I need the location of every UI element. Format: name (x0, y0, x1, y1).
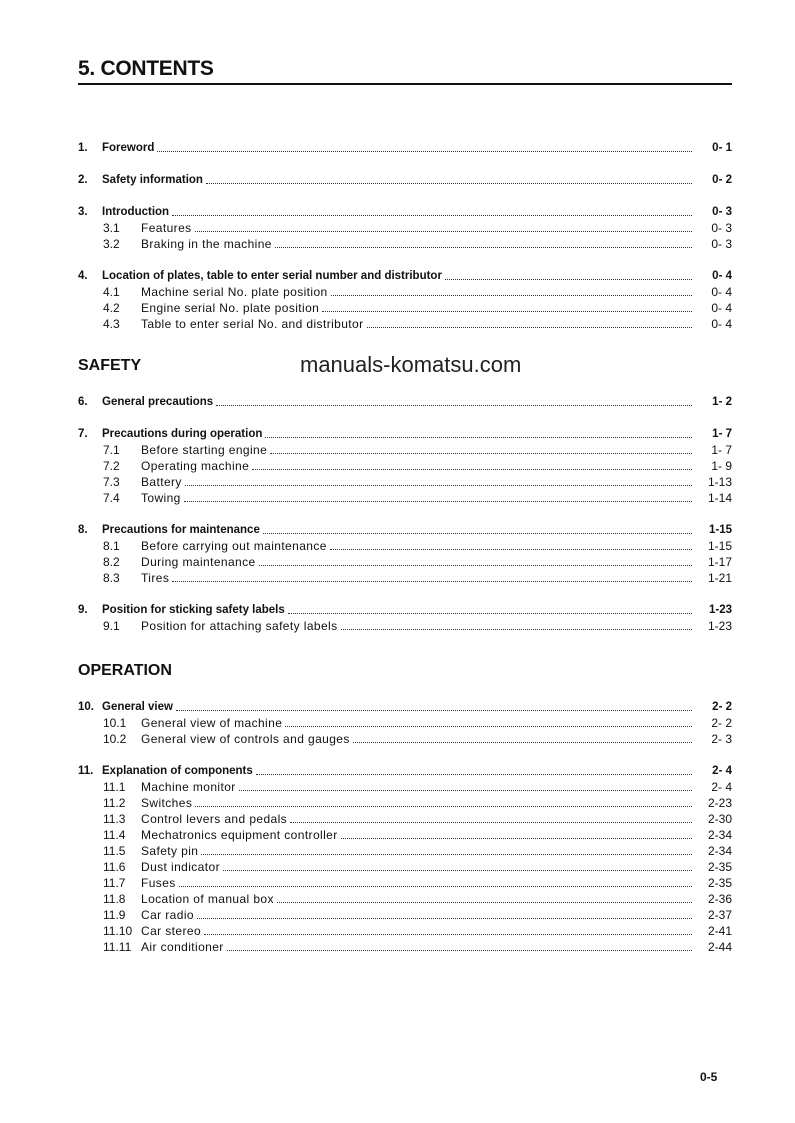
dot-leader (195, 230, 692, 232)
subentry-number: 11.3 (103, 812, 126, 826)
entry-title: Safety information (102, 174, 203, 186)
contents-section-safety (78, 357, 732, 633)
toc-subentry[interactable] (78, 938, 732, 954)
subentry-number: 7.1 (103, 443, 120, 457)
dot-leader (179, 885, 692, 887)
dot-leader (259, 564, 692, 566)
dot-leader (176, 709, 692, 711)
toc-subentry[interactable] (78, 810, 732, 826)
entry-title: General precautions (102, 396, 214, 408)
entry-number: 3. (78, 206, 88, 218)
dot-leader (256, 773, 692, 775)
entry-page: 1-23 (708, 604, 732, 616)
dot-leader (277, 901, 692, 903)
dot-leader (172, 214, 692, 216)
subentry-number: 11.9 (103, 908, 126, 922)
entry-number: 6. (78, 396, 88, 408)
toc-entry[interactable] (78, 171, 732, 187)
toc-subentry[interactable] (78, 906, 732, 922)
toc-subentry[interactable] (78, 457, 732, 473)
entry-number: 7. (78, 428, 88, 440)
toc-subentry[interactable] (78, 714, 732, 730)
subentry-number: 11.2 (103, 796, 126, 810)
entry-number: 2. (78, 174, 88, 186)
toc-entry[interactable] (78, 762, 732, 778)
toc-subentry[interactable] (78, 890, 732, 906)
entry-title: Precautions for maintenance (102, 524, 260, 536)
dot-leader (288, 612, 692, 614)
toc-entry[interactable] (78, 698, 732, 714)
dot-leader (206, 182, 692, 184)
subentry-title: Machine serial No. plate position (141, 285, 328, 299)
entry-page: 1- 2 (712, 396, 732, 408)
subentry-title: Switches (141, 796, 193, 810)
subentry-page: 2-36 (707, 892, 732, 906)
dot-leader (227, 949, 692, 951)
dot-leader (290, 821, 692, 823)
toc-subentry[interactable] (78, 778, 732, 794)
contents-section-intro (78, 139, 732, 331)
subentry-title: Control levers and pedals (141, 812, 288, 826)
dot-leader (285, 725, 692, 727)
dot-leader (197, 917, 692, 919)
subentry-number: 4.2 (103, 301, 120, 315)
dot-leader (275, 246, 692, 248)
subentry-page: 1-15 (707, 539, 732, 553)
entry-page: 2- 2 (712, 701, 732, 713)
subentry-title: Safety pin (141, 844, 199, 858)
dot-leader (263, 532, 692, 534)
entry-page: 0- 4 (712, 270, 732, 282)
subentry-title: Fuses (141, 876, 176, 890)
dot-leader (239, 789, 692, 791)
subentry-page: 2- 2 (711, 716, 732, 730)
subentry-title: Machine monitor (141, 780, 236, 794)
dot-leader (204, 933, 692, 935)
subentry-title: Towing (141, 491, 181, 505)
dot-leader (265, 436, 692, 438)
subentry-title: General view of controls and gauges (141, 732, 350, 746)
entry-number: 10. (78, 701, 94, 713)
toc-entry[interactable] (78, 267, 732, 283)
entry-page: 2- 4 (712, 765, 732, 777)
subentry-page: 0- 4 (711, 285, 732, 299)
toc-entry[interactable] (78, 601, 732, 617)
toc-entry[interactable] (78, 139, 732, 155)
subentry-number: 4.3 (103, 317, 120, 331)
subentry-number: 11.1 (103, 780, 126, 794)
dot-leader (252, 468, 692, 470)
dot-leader (331, 294, 692, 296)
subentry-number: 11.6 (103, 860, 126, 874)
subentry-number: 11.10 (103, 924, 133, 938)
subentry-title: Tires (141, 571, 170, 585)
subentry-page: 1-13 (707, 475, 732, 489)
subentry-page: 1- 9 (711, 459, 732, 473)
entry-page: 1- 7 (712, 428, 732, 440)
dot-leader (184, 500, 692, 502)
subentry-page: 1-14 (707, 491, 732, 505)
subentry-title: Before carrying out maintenance (141, 539, 327, 553)
dot-leader (157, 150, 692, 152)
subentry-page: 2-44 (707, 940, 732, 954)
subentry-number: 7.4 (103, 491, 120, 505)
subentry-number: 3.2 (103, 237, 120, 251)
subentry-number: 3.1 (103, 221, 120, 235)
title-underline (78, 83, 732, 85)
entry-number: 11. (78, 765, 94, 777)
subentry-title: Operating machine (141, 459, 250, 473)
subentry-page: 2-37 (707, 908, 732, 922)
toc-subentry[interactable] (78, 826, 732, 842)
subentry-page: 2-34 (707, 828, 732, 842)
entry-title: Location of plates, table to enter serial number and distributor (102, 270, 442, 282)
subentry-page: 2-30 (707, 812, 732, 826)
subentry-title: Position for attaching safety labels (141, 619, 338, 633)
entry-number: 1. (78, 142, 88, 154)
subentry-page: 2-35 (707, 860, 732, 874)
subentry-title: Braking in the machine (141, 237, 272, 251)
subentry-title: Car radio (141, 908, 194, 922)
subentry-number: 8.1 (103, 539, 120, 553)
section-heading: OPERATION (78, 662, 172, 679)
subentry-page: 0- 4 (711, 301, 732, 315)
subentry-number: 8.2 (103, 555, 120, 569)
page-number: 0-5 (700, 1070, 718, 1084)
toc-subentry[interactable] (78, 794, 732, 810)
subentry-number: 11.8 (103, 892, 126, 906)
entry-title: Foreword (102, 142, 155, 154)
toc-subentry[interactable] (78, 219, 732, 235)
entry-title: Explanation of components (102, 765, 253, 777)
subentry-title: Mechatronics equipment controller (141, 828, 338, 842)
dot-leader (270, 452, 692, 454)
dot-leader (216, 404, 692, 406)
subentry-page: 2- 4 (711, 780, 732, 794)
entry-page: 1-15 (708, 524, 732, 536)
toc-subentry[interactable] (78, 473, 732, 489)
subentry-title: Location of manual box (141, 892, 274, 906)
toc-subentry[interactable] (78, 922, 732, 938)
subentry-page: 2-34 (707, 844, 732, 858)
subentry-page: 0- 3 (711, 237, 732, 251)
subentry-title: Air conditioner (141, 940, 224, 954)
dot-leader (172, 580, 692, 582)
toc-subentry[interactable] (78, 874, 732, 890)
section-heading: SAFETY (78, 357, 142, 374)
subentry-title: Before starting engine (141, 443, 268, 457)
toc-entry[interactable] (78, 521, 732, 537)
dot-leader (322, 310, 692, 312)
subentry-number: 10.2 (103, 732, 127, 746)
toc-subentry[interactable] (78, 842, 732, 858)
dot-leader (223, 869, 692, 871)
subentry-page: 2-23 (707, 796, 732, 810)
subentry-number: 11.4 (103, 828, 126, 842)
toc-subentry[interactable] (78, 553, 732, 569)
subentry-title: Dust indicator (141, 860, 220, 874)
subentry-title: Features (141, 221, 192, 235)
dot-leader (330, 548, 692, 550)
subentry-page: 2-41 (707, 924, 732, 938)
toc-entry[interactable] (78, 203, 732, 219)
toc-subentry[interactable] (78, 235, 732, 251)
dot-leader (341, 628, 692, 630)
subentry-number: 9.1 (103, 619, 120, 633)
subentry-title: Car stereo (141, 924, 202, 938)
entry-page: 0- 1 (712, 142, 732, 154)
subentry-number: 8.3 (103, 571, 120, 585)
subentry-title: General view of machine (141, 716, 283, 730)
dot-leader (445, 278, 692, 280)
dot-leader (353, 741, 692, 743)
subentry-number: 11.5 (103, 844, 126, 858)
dot-leader (185, 484, 692, 486)
entry-number: 9. (78, 604, 88, 616)
entry-number: 8. (78, 524, 88, 536)
toc-subentry[interactable] (78, 283, 732, 299)
subentry-page: 1- 7 (711, 443, 732, 457)
subentry-title: Battery (141, 475, 182, 489)
dot-leader (195, 805, 692, 807)
dot-leader (367, 326, 692, 328)
dot-leader (201, 853, 692, 855)
entry-title: Position for sticking safety labels (102, 604, 285, 616)
subentry-title: During maintenance (141, 555, 256, 569)
toc-entry[interactable] (78, 425, 732, 441)
toc-subentry[interactable] (78, 569, 732, 585)
entry-title: Introduction (102, 206, 170, 218)
toc-subentry[interactable] (78, 858, 732, 874)
entry-page: 0- 2 (712, 174, 732, 186)
watermark: manuals-komatsu.com (300, 352, 522, 377)
subentry-page: 2- 3 (711, 732, 732, 746)
toc-subentry[interactable] (78, 730, 732, 746)
subentry-page: 1-21 (707, 571, 732, 585)
toc-entry[interactable] (78, 393, 732, 409)
subentry-number: 11.7 (103, 876, 126, 890)
toc-subentry[interactable] (78, 315, 732, 331)
page-title: 5. CONTENTS (78, 57, 214, 80)
toc-subentry[interactable] (78, 537, 732, 553)
subentry-number: 11.11 (103, 940, 132, 954)
subentry-title: Engine serial No. plate position (141, 301, 320, 315)
entry-title: General view (102, 701, 173, 713)
subentry-page: 1-23 (707, 619, 732, 633)
toc-subentry[interactable] (78, 299, 732, 315)
subentry-page: 1-17 (707, 555, 732, 569)
contents-section-operation (78, 662, 732, 954)
subentry-number: 7.3 (103, 475, 120, 489)
entry-title: Precautions during operation (102, 428, 263, 440)
toc-subentry[interactable] (78, 489, 732, 505)
toc-subentry[interactable] (78, 617, 732, 633)
entry-number: 4. (78, 270, 88, 282)
toc-subentry[interactable] (78, 441, 732, 457)
subentry-title: Table to enter serial No. and distributor (141, 317, 364, 331)
subentry-page: 0- 3 (711, 221, 732, 235)
subentry-number: 7.2 (103, 459, 120, 473)
subentry-number: 10.1 (103, 716, 127, 730)
subentry-number: 4.1 (103, 285, 120, 299)
subentry-page: 2-35 (707, 876, 732, 890)
dot-leader (341, 837, 692, 839)
subentry-page: 0- 4 (711, 317, 732, 331)
entry-page: 0- 3 (712, 206, 732, 218)
